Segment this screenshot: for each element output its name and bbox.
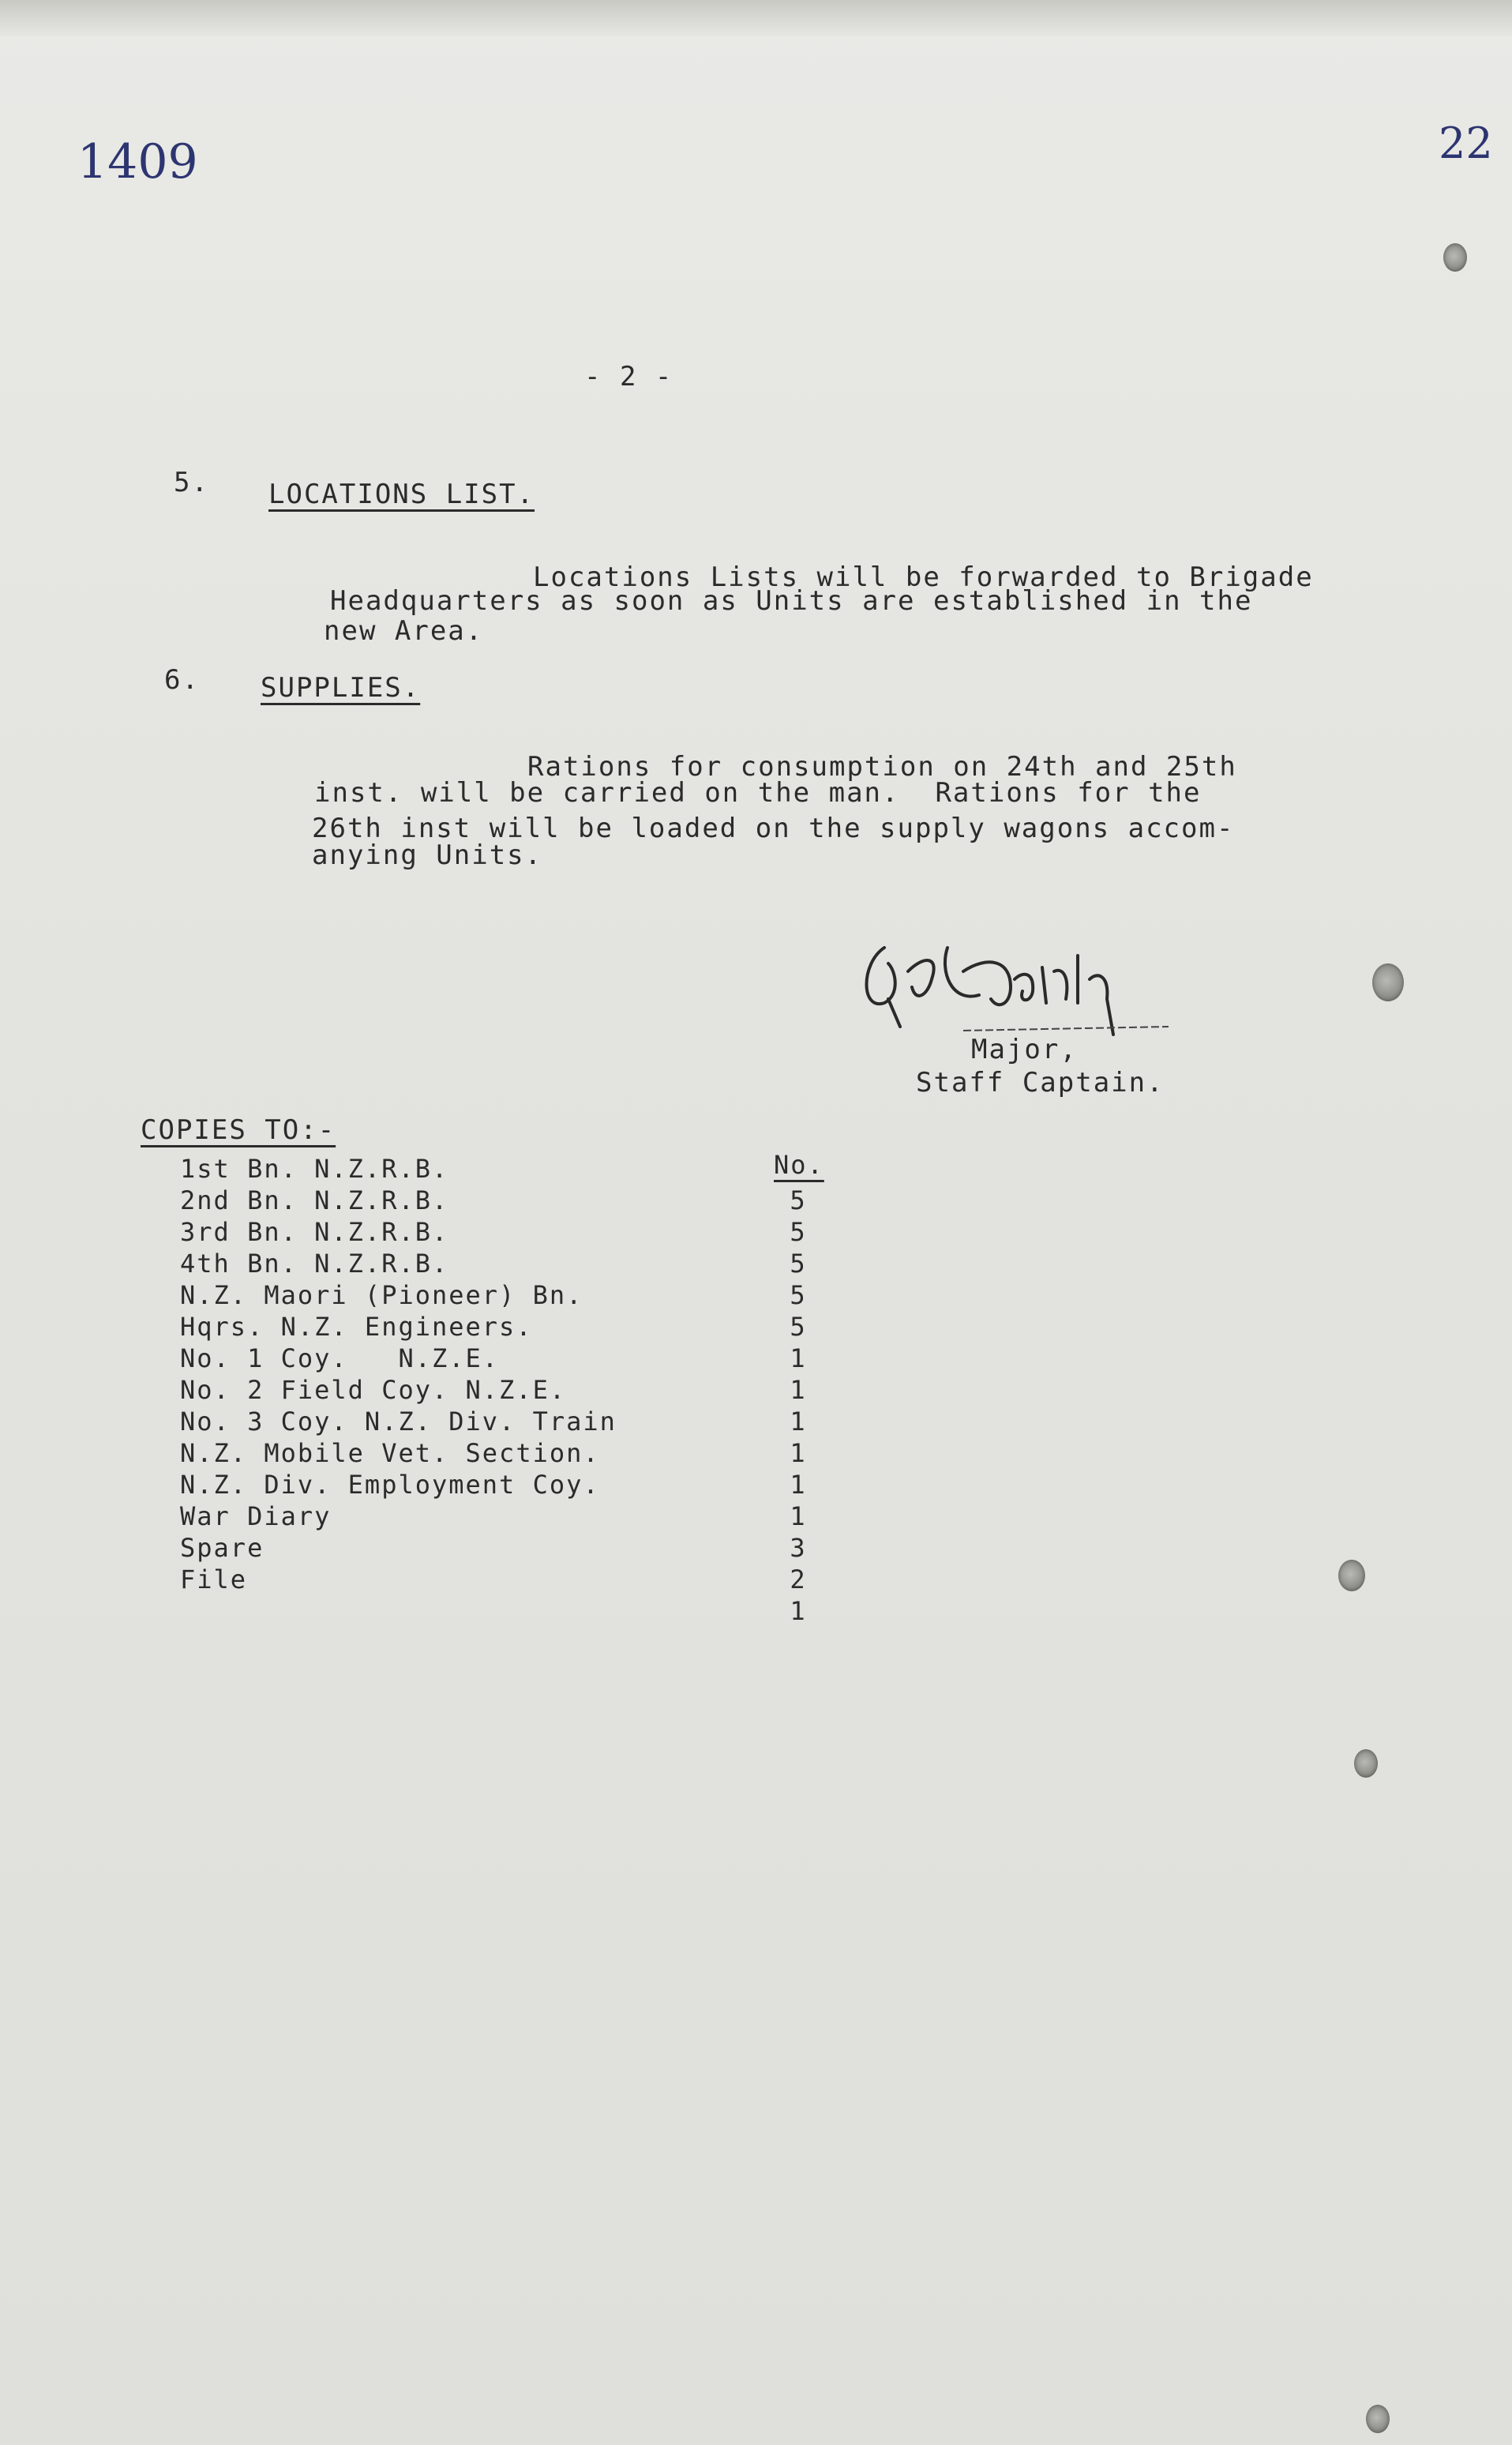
signature-rank: Major, xyxy=(971,1034,1078,1065)
copies-number: 3 xyxy=(790,1533,805,1563)
copies-item: No. 1 Coy. N.Z.E. xyxy=(180,1343,500,1373)
punch-hole xyxy=(1443,243,1467,272)
copies-number: 1 xyxy=(790,1596,805,1626)
section-6-number: 6. xyxy=(164,664,200,696)
copies-list xyxy=(180,1153,733,1595)
copies-heading: COPIES TO:- xyxy=(141,1114,336,1146)
copies-item: N.Z. Maori (Pioneer) Bn. xyxy=(180,1280,583,1310)
copies-number: 1 xyxy=(790,1501,805,1531)
copies-item: Hqrs. N.Z. Engineers. xyxy=(180,1312,533,1342)
punch-hole xyxy=(1338,1560,1365,1591)
copies-number: 5 xyxy=(790,1217,805,1247)
copies-number: 5 xyxy=(790,1280,805,1310)
page-top-edge xyxy=(0,0,1512,36)
copies-item: 4th Bn. N.Z.R.B. xyxy=(180,1249,449,1279)
copies-item: 2nd Bn. N.Z.R.B. xyxy=(180,1185,449,1215)
punch-hole xyxy=(1366,2405,1390,2433)
section-5-line-3: new Area. xyxy=(324,615,484,647)
copies-number: 1 xyxy=(790,1343,805,1373)
copies-number: 1 xyxy=(790,1375,805,1405)
copies-number: 5 xyxy=(790,1249,805,1279)
section-6-line-1: Rations for consumption on 24th and 25th xyxy=(527,751,1237,783)
section-6-line-2: inst. will be carried on the man. Rations for the xyxy=(314,777,1202,809)
copies-number: 1 xyxy=(790,1470,805,1500)
copies-number: 1 xyxy=(790,1407,805,1437)
copies-item: N.Z. Div. Employment Coy. xyxy=(180,1470,600,1500)
folio-number: 22 xyxy=(1439,118,1493,168)
stamp-number: 1409 xyxy=(77,134,198,190)
punch-hole xyxy=(1372,963,1404,1001)
copies-item: Spare xyxy=(180,1533,265,1563)
copies-item: 1st Bn. N.Z.R.B. xyxy=(180,1154,449,1184)
copies-number: 5 xyxy=(790,1185,805,1215)
section-5-number: 5. xyxy=(174,467,209,498)
section-5-line-1: Locations Lists will be forwarded to Brigade xyxy=(533,561,1314,593)
signature-title: Staff Captain. xyxy=(916,1067,1165,1099)
copies-number: 5 xyxy=(790,1312,805,1342)
section-5-line-2: Headquarters as soon as Units are established in the xyxy=(330,585,1253,617)
section-6-line-3: 26th inst will be loaded on the supply wagons accom- xyxy=(312,813,1235,844)
copies-item: No. 2 Field Coy. N.Z.E. xyxy=(180,1375,567,1405)
copies-item: No. 3 Coy. N.Z. Div. Train xyxy=(180,1407,617,1437)
copies-number: 2 xyxy=(790,1564,805,1594)
copies-number: 1 xyxy=(790,1438,805,1468)
copies-item: War Diary xyxy=(180,1501,332,1531)
page-marker: - 2 - xyxy=(584,361,673,392)
handwritten-signature xyxy=(853,924,1232,1050)
punch-hole xyxy=(1354,1749,1378,1778)
copies-no-header: No. xyxy=(774,1150,824,1180)
copies-numbers xyxy=(774,1185,821,1627)
section-6-line-4: anying Units. xyxy=(312,839,543,871)
copies-item: File xyxy=(180,1564,248,1594)
copies-item: N.Z. Mobile Vet. Section. xyxy=(180,1438,600,1468)
section-5-heading: LOCATIONS LIST. xyxy=(268,479,535,510)
copies-item: 3rd Bn. N.Z.R.B. xyxy=(180,1217,449,1247)
section-6-heading: SUPPLIES. xyxy=(261,672,421,704)
